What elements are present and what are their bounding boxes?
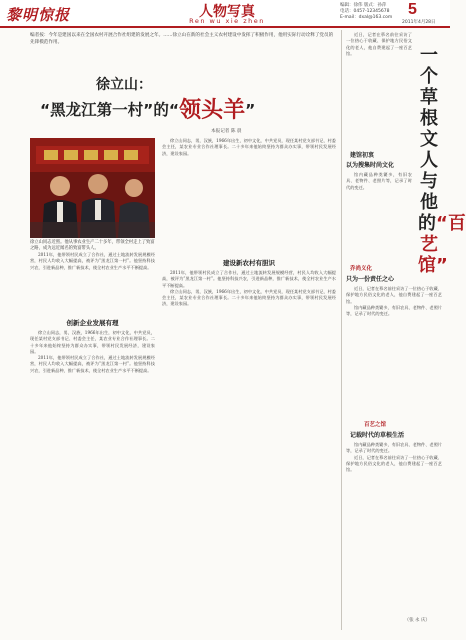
article-paragraph: 2011年，他带领村民成立了合作社，通过土地流转发展规模经营，村民人均收入大幅提高，被评为“黑龙江第一村”。他坚持科技兴农，引进新品种，推广新技术，使全村农业生产水平不断提高。 [30, 355, 155, 373]
article-paragraph: 徐立山同志，男，汉族，1966年出生，初中文化，中共党员，现任某村党支部书记、村委会主任，某农业专业合作社理事长。二十多年来他始终坚持为群众办实事，带领村民发展经济，建设家园。 [162, 138, 336, 156]
sidebar-paragraph: 近日，记者在慕名前往采访了一位热心于收藏、保护地方民俗文化的老人，他自费建起了一座百艺馆。 [346, 286, 442, 304]
sidebar-subhead-5: 百艺之馆 [364, 422, 387, 428]
masthead [0, 0, 450, 28]
page-number: 5 [408, 1, 417, 18]
sidebar-subhead-6: 记载时代的草根生活 [350, 432, 405, 439]
sidebar-body-1 [346, 172, 412, 262]
article-body-col1-top [162, 138, 336, 252]
photo-illustration [30, 138, 155, 238]
sidebar-title-highlight: “百艺馆” [418, 213, 466, 276]
article-paragraph: 徐立山同志，男，汉族，1966年出生，初中文化，中共党员，现任某村党支部书记、村委会主任，某农业专业合作社理事长。二十多年来他始终坚持为群众办实事，带领村民发展经济，建设家园。 [30, 330, 155, 354]
article-body-col1 [30, 252, 155, 314]
article-paragraph: 2011年，他带领村民成立了合作社，通过土地流转发展规模经营，村民人均收入大幅提高，被评为“黑龙江第一村”。他坚持科技兴农，引进新品种，推广新技术，使全村农业生产水平不断提高。 [30, 252, 155, 270]
sidebar-paragraph: 馆内藏品种类繁多，有旧农具、老物件、老照片等，记录了时代的变迁。 [346, 304, 442, 317]
column-divider [341, 30, 342, 630]
column-pinyin: Ren wu xie zhen [189, 17, 265, 25]
editor-note: 编者按：今年是建国以来在全国农村开展合作社组建的发展之年。……徐立山在新的社会主义农村建设中发挥了积极作用，他用实际行动诠释了党员的先锋模范作用。 [30, 33, 334, 45]
article-subhead-2: 建设新农村有胆识 [223, 259, 275, 267]
column-title: 人物写真 [199, 4, 255, 20]
sidebar-body-3 [346, 442, 442, 614]
article-subhead-1: 创新企业发展有理 [66, 319, 119, 327]
newspaper-logo: 黎明惊报 [6, 6, 71, 24]
headline-text: “黑龙江第一村”的“ [40, 101, 180, 119]
headline-close-quote: ” [245, 101, 256, 119]
sidebar-paragraph: 近日，记者在慕名前往采访了一位热心于收藏、保护地方民俗文化的老人，他自费建起了一座百艺馆。 [346, 454, 442, 473]
sidebar-intro [346, 32, 412, 132]
sidebar-subhead-1: 建馆初衷 [350, 152, 375, 159]
article-photo [30, 138, 155, 238]
editor-meta: 编辑：徐伟 版式：孙萍 电话：0457-12345678 E-mail：dxal@163.com [340, 3, 393, 20]
article-paragraph: 徐立山同志，男，汉族，1966年出生，初中文化，中共党员，现任某村党支部书记、村委会主任，某农业专业合作社理事长。二十多年来他始终坚持为群众办实事，带领村民发展经济，建设家园。 [162, 288, 336, 307]
issue-date: 2011年4月28日 [402, 20, 436, 25]
sidebar-subhead-4: 只为一份责任之心 [346, 276, 395, 283]
article-body-col2 [162, 270, 336, 620]
headline-highlight: 领头羊 [179, 98, 246, 123]
sidebar-vertical-title [418, 45, 466, 276]
photo-caption: 徐立山同志近照。他从事农业生产二十多年，带领全村走上了致富之路，成为远近闻名的致富带头人。 [30, 240, 155, 251]
sidebar-subhead-3: 乔尚义化 [350, 266, 373, 272]
headline [40, 91, 255, 122]
headline-kicker: 徐立山： [96, 77, 152, 93]
sidebar-subhead-2: 以为搜集时尚文化 [346, 162, 395, 169]
sidebar-body-2 [346, 286, 442, 416]
sidebar-paragraph: 馆内藏品种类繁多，有旧农具、老物件、老照片等，记录了时代的变迁。 [346, 442, 442, 454]
article-paragraph: 2011年，他带领村民成立了合作社，通过土地流转发展规模经营，村民人均收入大幅提高，被评为“黑龙江第一村”。他坚持科技兴农，引进新品种，推广新技术，使全村农业生产水平不断提高。 [162, 270, 336, 288]
article-body-col1-lower [30, 330, 155, 620]
byline: 本报记者 陈 晨 [211, 129, 242, 134]
sidebar-paragraph: 近日，记者在慕名前往采访了一位热心于收藏、保护地方民俗文化的老人，他自费建起了一座百艺馆。 [346, 32, 412, 56]
sidebar-title-text: 一个草根文人与他的 [418, 45, 438, 234]
sidebar-paragraph: 馆内藏品种类繁多，有旧农具、老物件、老照片等，记录了时代的变迁。 [346, 172, 412, 190]
article-end-mark: （张 永 庆） [404, 618, 430, 623]
